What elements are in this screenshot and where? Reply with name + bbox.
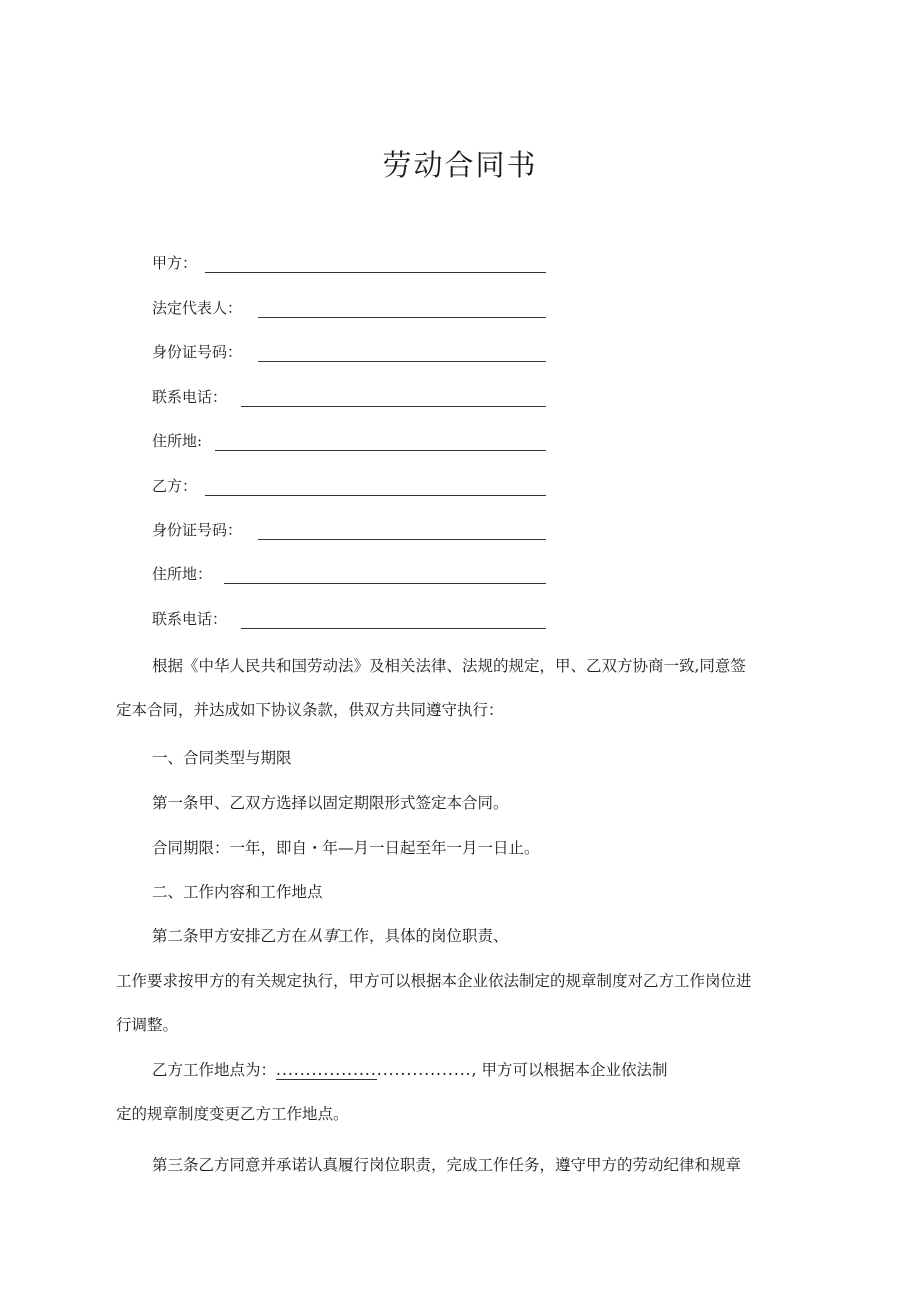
- party-a-label: 甲方：: [152, 254, 198, 272]
- article-2-text-a: 第二条甲方安排乙方在: [152, 927, 308, 945]
- address-b-label: 住所地：: [152, 565, 213, 583]
- workplace-line1: [152, 1058, 667, 1082]
- address-b-blank[interactable]: [224, 583, 546, 584]
- article-2-italic: 从事: [307, 927, 339, 945]
- id-number-b-field[interactable]: [152, 518, 242, 542]
- phone-b-field[interactable]: [152, 607, 227, 631]
- workplace-dots: ................: [376, 1061, 472, 1079]
- phone-b-label: 联系电话：: [152, 610, 228, 628]
- party-b-blank[interactable]: [205, 495, 546, 496]
- article-2-text-b: 工作，具体的岗位职责、: [338, 927, 509, 945]
- party-a-field[interactable]: [152, 251, 197, 275]
- section-2-heading: 二、工作内容和工作地点: [152, 883, 323, 901]
- intro-paragraph-line2: 定本合同，并达成如下协议条款，供双方共同遵守执行：: [116, 701, 504, 719]
- address-a-field[interactable]: [152, 429, 202, 453]
- party-b-field[interactable]: [152, 474, 197, 498]
- article-3-line1: 第三条乙方同意并承诺认真履行岗位职责，完成工作任务，遵守甲方的劳动纪律和规章: [152, 1156, 742, 1174]
- legal-rep-blank[interactable]: [258, 317, 546, 318]
- legal-rep-field[interactable]: [152, 296, 242, 320]
- id-number-a-blank[interactable]: [258, 361, 546, 362]
- workplace-line2: 定的规章制度变更乙方工作地点。: [116, 1105, 349, 1123]
- article-2-line1: [152, 924, 509, 948]
- party-b-label: 乙方：: [152, 477, 198, 495]
- phone-a-label: 联系电话：: [152, 388, 228, 406]
- page-title: 劳动合同书: [382, 148, 538, 182]
- article-2-line3: 行调整。: [116, 1016, 179, 1034]
- address-a-label: 住所地:: [152, 432, 203, 450]
- intro-paragraph-line1: 根据《中华人民共和国劳动法》及相关法律、法规的规定，甲、乙双方协商一致,同意签: [152, 657, 746, 675]
- contract-term: 合同期限：一年，即自・年—月一日起至年一月一日止。: [152, 839, 540, 857]
- address-b-field[interactable]: [152, 562, 212, 586]
- id-number-a-field[interactable]: [152, 340, 242, 364]
- party-a-blank[interactable]: [205, 272, 546, 273]
- phone-b-blank[interactable]: [241, 628, 546, 629]
- article-2-line2: 工作要求按甲方的有关规定执行，甲方可以根据本企业依法制定的规章制度对乙方工作岗位进: [116, 972, 752, 990]
- legal-rep-label: 法定代表人：: [152, 299, 243, 317]
- id-number-b-blank[interactable]: [258, 539, 546, 540]
- article-1: 第一条甲、乙双方选择以固定期限形式签定本合同。: [152, 794, 509, 812]
- workplace-rest: , 甲方可以根据本企业依法制: [471, 1061, 668, 1079]
- section-1-heading: 一、合同类型与期限: [152, 749, 292, 767]
- phone-a-field[interactable]: [152, 385, 227, 409]
- workplace-blank[interactable]: .................: [276, 1061, 377, 1079]
- id-number-a-label: 身份证号码：: [152, 343, 243, 361]
- workplace-label: 乙方工作地点为：: [152, 1061, 277, 1079]
- id-number-b-label: 身份证号码：: [152, 521, 243, 539]
- address-a-blank[interactable]: [215, 450, 546, 451]
- phone-a-blank[interactable]: [241, 406, 546, 407]
